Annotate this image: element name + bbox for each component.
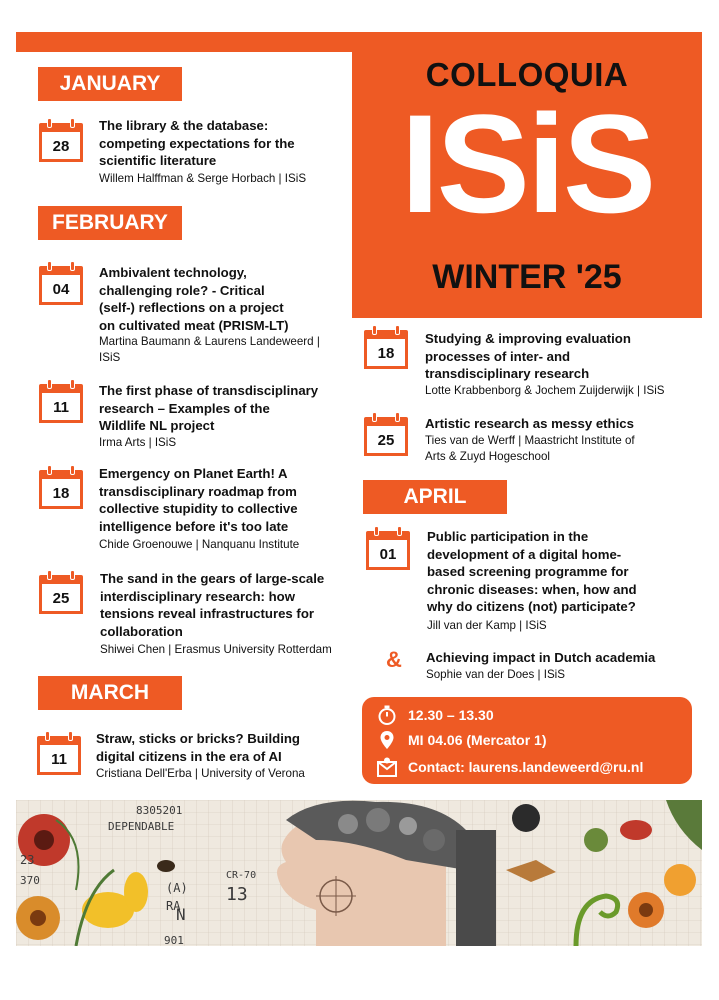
event-title: Public participation in the development of a digital home- based screening programme for chronic diseases: when, how and why do citizens (not) participate? [427,529,637,614]
time-row [376,703,494,727]
event-title: Straw, sticks or bricks? Building digital citizens in the era of AI [96,731,300,764]
time-text: 12.30 – 13.30 [408,707,494,723]
event-day: 28 [52,138,70,155]
calendar-icon [39,570,83,614]
event-title: The first phase of transdisciplinary research – Examples of the Wildlife NL project [99,383,319,433]
location-row [376,728,547,752]
event-speaker: Martina Baumann & Laurens Landeweerd | ISiS [99,335,320,364]
calendar-icon [39,261,83,305]
envelope-icon [376,756,398,778]
collage-illustration [16,800,702,946]
event-speaker: Ties van de Werff | Maastricht Institute of Arts & Zuyd Hogeschool [425,434,635,463]
event-speaker: Sophie van der Does | ISiS [426,668,565,681]
event-day: 18 [377,345,395,362]
event-speaker: Cristiana Dell'Erba | University of Verona [96,767,305,780]
event-speaker: Chide Groenouwe | Nanquanu Institute [99,538,300,551]
calendar-icon [39,118,83,162]
contact-text[interactable]: Contact: laurens.landeweerd@ru.nl [408,759,644,775]
svg-text:8305201: 8305201 [136,804,183,817]
event-title: Studying & improving evaluation processes of inter- and transdisciplinary research [425,331,631,381]
event-speaker: Willem Halffman & Serge Horbach | ISiS [99,172,307,185]
map-pin-icon [376,729,398,751]
contact-row [376,755,644,779]
event-title: Ambivalent technology, challenging role? - Critical (self-) reflections on a project on cultivated meat (PRISM-LT) [99,265,289,333]
header-block [352,32,702,318]
collage-banner [16,800,702,946]
month-april: APRIL [363,480,507,514]
location-text: MI 04.06 (Mercator 1) [408,732,547,748]
header-isis: ISiS [400,85,654,242]
event-day: 04 [52,281,70,298]
event-day: 25 [52,590,70,607]
stopwatch-icon [376,704,398,726]
month-march: MARCH [38,676,182,710]
calendar-icon [364,412,408,456]
event-day: 18 [52,485,70,502]
svg-text:DEPENDABLE: DEPENDABLE [108,820,175,833]
calendar-icon [37,731,81,775]
month-january: JANUARY [38,67,182,101]
event-title: Artistic research as messy ethics [425,416,634,431]
calendar-icon [366,526,410,570]
info-box [362,697,692,784]
event-title: Achieving impact in Dutch academia [426,650,656,665]
svg-text:370: 370 [20,874,40,887]
event-speaker: Lotte Krabbenborg & Jochem Zuijderwijk | ISiS [425,384,665,397]
event-title: Emergency on Planet Earth! A transdisciplinary roadmap from collective stupidity to collective intelligence before it's too late [99,466,298,534]
month-february: FEBRUARY [38,206,182,240]
svg-text:(A): (A) [166,881,188,895]
svg-text:N: N [176,905,186,924]
event-day: 11 [53,399,69,416]
calendar-icon [39,379,83,423]
svg-text:RA: RA [166,899,181,913]
svg-text:23: 23 [20,853,35,867]
event-day: 01 [379,546,397,563]
header-winter: WINTER '25 [432,258,622,296]
svg-text:901: 901 [164,934,184,946]
svg-text:13: 13 [226,884,248,905]
header-colloquia: COLLOQUIA [425,56,629,93]
ampersand-marker: & [386,647,402,672]
event-speaker: Jill van der Kamp | ISiS [427,619,547,632]
event-title: The sand in the gears of large-scale interdisciplinary research: how tensions reveal infrastructures for collaboration [100,571,325,639]
event-speaker: Irma Arts | ISiS [99,436,177,449]
calendar-icon [39,465,83,509]
svg-text:CR-70: CR-70 [226,870,257,881]
calendar-icon [364,325,408,369]
event-day: 25 [377,432,395,449]
event-day: 11 [51,751,67,768]
event-speaker: Shiwei Chen | Erasmus University Rotterdam [100,643,332,656]
event-title: The library & the database: competing expectations for the scientific literature [99,118,295,168]
